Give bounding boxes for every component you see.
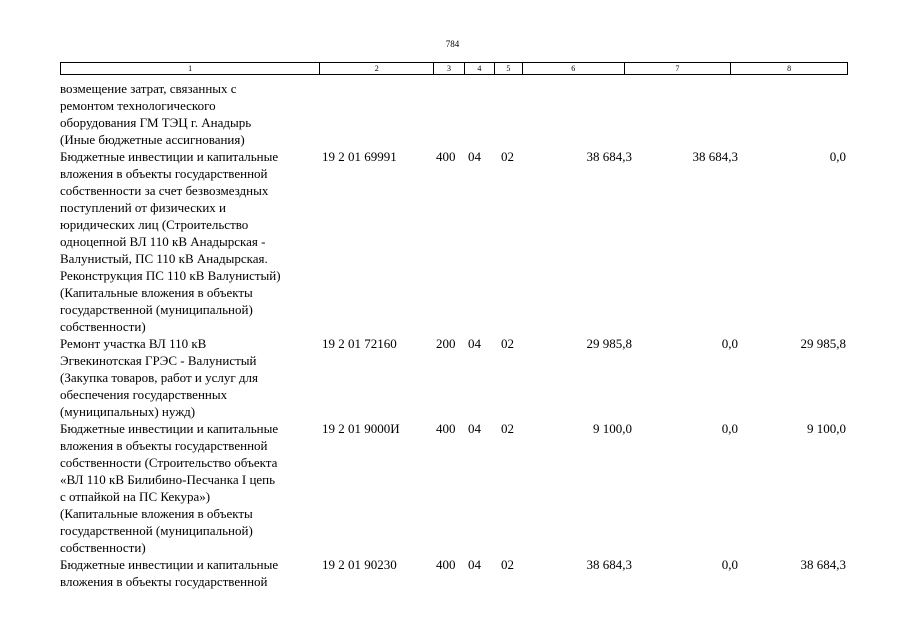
amount-column-8: 9 100,0 — [807, 421, 846, 436]
column-header-1: 1 — [61, 63, 320, 74]
expense-type-code: 400 — [436, 557, 456, 572]
section-code: 04 — [468, 336, 481, 351]
column-header-6: 6 — [523, 63, 625, 74]
amount-column-8: 29 985,8 — [800, 336, 846, 351]
amount-column-8: 38 684,3 — [800, 557, 846, 572]
amount-column-6: 29 985,8 — [586, 336, 632, 351]
table-row — [60, 335, 850, 420]
table-body — [60, 80, 850, 590]
column-header-3: 3 — [434, 63, 465, 74]
subsection-code: 02 — [501, 557, 514, 572]
table-header-row — [60, 62, 848, 75]
target-article-code: 19 2 01 72160 — [322, 336, 397, 351]
target-article-code: 19 2 01 90230 — [322, 557, 397, 572]
table-row — [60, 80, 850, 148]
amount-column-7: 0,0 — [721, 421, 738, 436]
amount-column-7: 38 684,3 — [692, 149, 738, 164]
amount-column-8: 0,0 — [829, 149, 846, 164]
column-header-2: 2 — [320, 63, 434, 74]
column-header-5: 5 — [495, 63, 523, 74]
expense-type-code: 400 — [436, 149, 456, 164]
section-code: 04 — [468, 149, 481, 164]
subsection-code: 02 — [501, 149, 514, 164]
expense-type-code: 200 — [436, 336, 456, 351]
section-code: 04 — [468, 557, 481, 572]
row-description: Бюджетные инвестиции и капитальные вложения в объекты государственной собственности (Строительство объекта «ВЛ 110 кВ Билибино-Песчанка I цепь с отпайкой на ПС Кекура») (Капитальные вложения в объекты государственной (муниципальной) собственности) — [60, 421, 279, 555]
row-description: возмещение затрат, связанных с ремонтом технологического оборудования ГМ ТЭЦ г. Анадырь (Иные бюджетные ассигнования) — [60, 81, 252, 147]
amount-column-6: 38 684,3 — [586, 557, 632, 572]
section-code: 04 — [468, 421, 481, 436]
table-row — [60, 556, 850, 590]
row-description: Ремонт участка ВЛ 110 кВ Эгвекинотская ГРЭС - Валунистый (Закупка товаров, работ и услуг для обеспечения государственных (муниципальных) нужд) — [60, 336, 258, 419]
expense-type-code: 400 — [436, 421, 456, 436]
column-header-4: 4 — [465, 63, 495, 74]
row-description: Бюджетные инвестиции и капитальные вложения в объекты государственной — [60, 557, 279, 589]
subsection-code: 02 — [501, 336, 514, 351]
subsection-code: 02 — [501, 421, 514, 436]
row-description: Бюджетные инвестиции и капитальные вложения в объекты государственной собственности за счет безвозмездных поступлений от физических и юридических лиц (Строительство одноцепной ВЛ 110 кВ Анадырская - Валунистый, ПС 110 кВ Анадырская. Реконструкция ПС 110 кВ Валунистый) (Капитальные вложения в объекты государственной (муниципальной) собственности) — [60, 149, 281, 334]
target-article-code: 19 2 01 9000И — [322, 421, 400, 436]
table-row — [60, 148, 850, 335]
amount-column-7: 0,0 — [721, 557, 738, 572]
table-row — [60, 420, 850, 556]
column-header-7: 7 — [625, 63, 732, 74]
amount-column-7: 0,0 — [721, 336, 738, 351]
amount-column-6: 9 100,0 — [593, 421, 632, 436]
amount-column-6: 38 684,3 — [586, 149, 632, 164]
target-article-code: 19 2 01 69991 — [322, 149, 397, 164]
page-number: 784 — [445, 39, 460, 49]
column-header-8: 8 — [787, 64, 792, 73]
